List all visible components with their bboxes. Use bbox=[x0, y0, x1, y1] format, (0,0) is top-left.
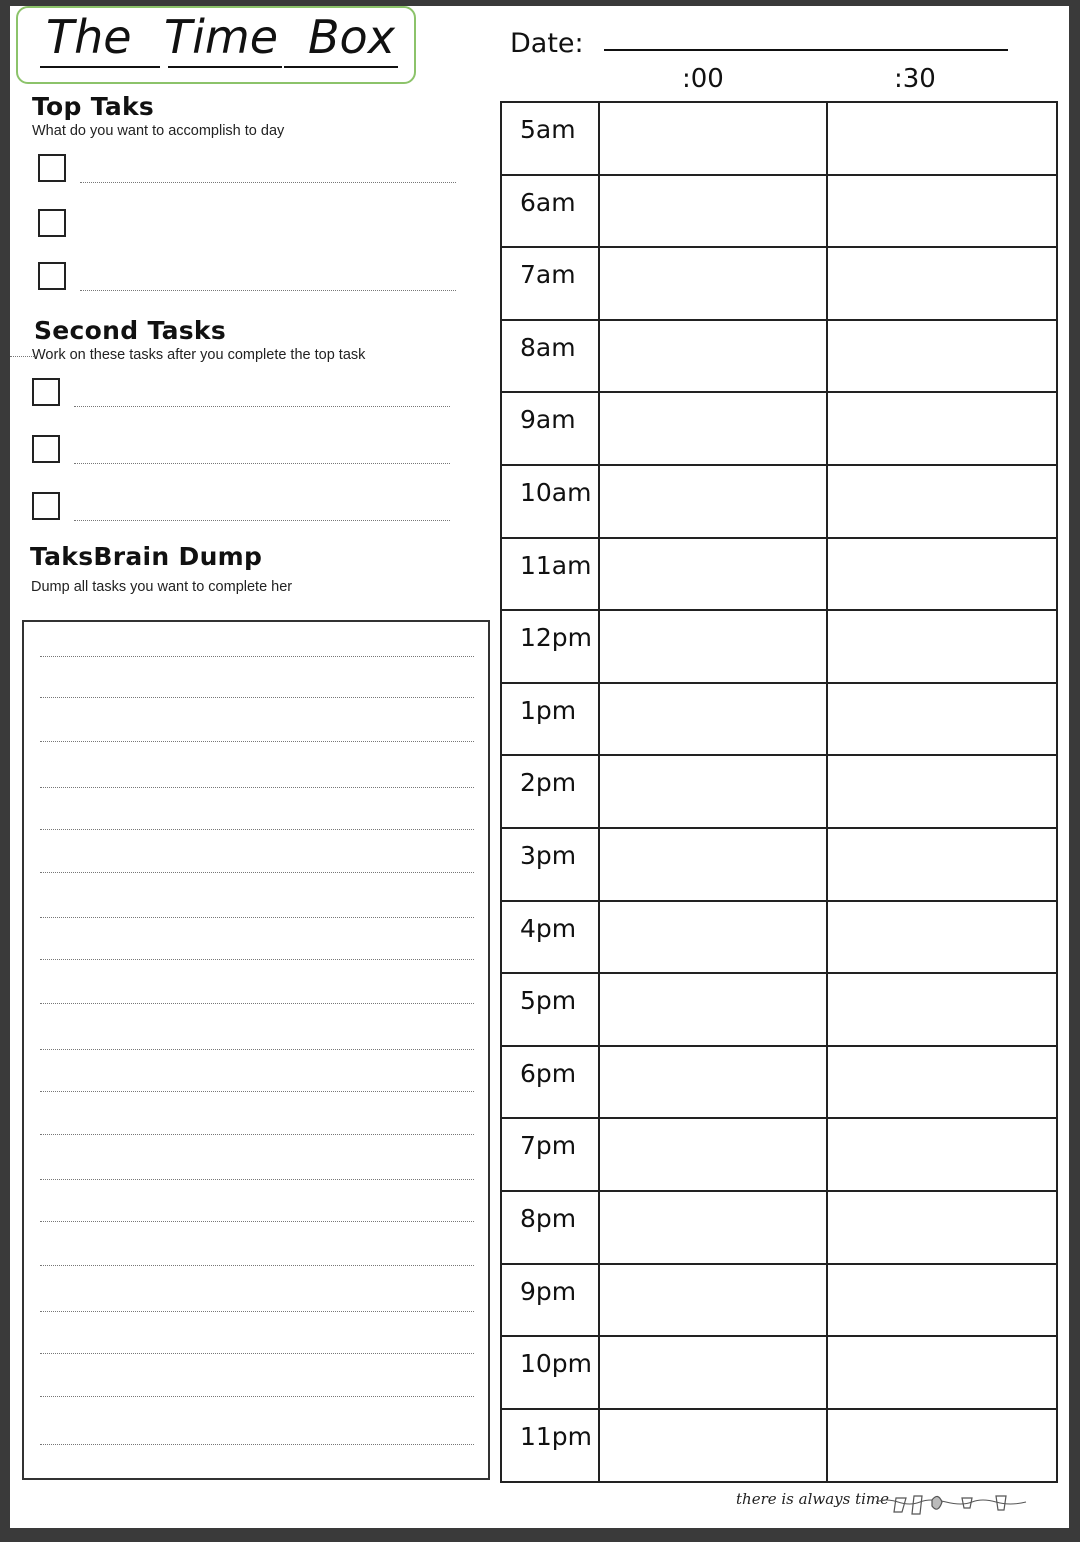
hour-row bbox=[502, 1047, 1056, 1120]
dump-line bbox=[40, 1179, 474, 1180]
title-word-box: Box bbox=[308, 10, 395, 64]
slot-00[interactable] bbox=[600, 1047, 828, 1118]
slot-00[interactable] bbox=[600, 176, 828, 247]
brain-dump-subtitle: Dump all tasks you want to complete her bbox=[31, 579, 293, 595]
dump-line bbox=[40, 1311, 474, 1312]
second-task-line-3[interactable] bbox=[74, 520, 450, 521]
hour-label: 6am bbox=[502, 176, 600, 247]
hour-row bbox=[502, 1119, 1056, 1192]
dump-line bbox=[40, 1396, 474, 1397]
dump-line bbox=[40, 917, 474, 918]
title-underline-box bbox=[284, 66, 398, 68]
dump-line bbox=[40, 1134, 474, 1135]
hour-label: 11am bbox=[502, 539, 600, 610]
slot-00[interactable] bbox=[600, 248, 828, 319]
hour-row bbox=[502, 176, 1056, 249]
top-tasks-subtitle: What do you want to accomplish to day bbox=[32, 123, 285, 139]
slot-30[interactable] bbox=[828, 248, 1056, 319]
hour-row bbox=[502, 974, 1056, 1047]
slot-00[interactable] bbox=[600, 321, 828, 392]
hour-label: 2pm bbox=[502, 756, 600, 827]
hour-row bbox=[502, 1265, 1056, 1338]
second-task-line-2[interactable] bbox=[74, 463, 450, 464]
slot-00[interactable] bbox=[600, 1119, 828, 1190]
dump-line bbox=[40, 872, 474, 873]
slot-30[interactable] bbox=[828, 1047, 1056, 1118]
hour-row bbox=[502, 393, 1056, 466]
hour-label: 7am bbox=[502, 248, 600, 319]
dump-line bbox=[40, 829, 474, 830]
hour-label: 10am bbox=[502, 466, 600, 537]
second-task-line-1[interactable] bbox=[74, 406, 450, 407]
slot-30[interactable] bbox=[828, 974, 1056, 1045]
hour-row bbox=[502, 248, 1056, 321]
title-word-the: The bbox=[46, 10, 132, 64]
hour-row bbox=[502, 1410, 1056, 1483]
second-task-checkbox-3[interactable] bbox=[32, 492, 60, 520]
slot-30[interactable] bbox=[828, 1119, 1056, 1190]
slot-00[interactable] bbox=[600, 1410, 828, 1483]
dump-line bbox=[40, 1444, 474, 1445]
slot-30[interactable] bbox=[828, 829, 1056, 900]
hour-row bbox=[502, 321, 1056, 394]
top-task-checkbox-3[interactable] bbox=[38, 262, 66, 290]
slot-00[interactable] bbox=[600, 974, 828, 1045]
hour-row bbox=[502, 1337, 1056, 1410]
hour-label: 10pm bbox=[502, 1337, 600, 1408]
slot-30[interactable] bbox=[828, 1265, 1056, 1336]
slot-00[interactable] bbox=[600, 466, 828, 537]
title-underline-time bbox=[168, 66, 282, 68]
slot-30[interactable] bbox=[828, 1337, 1056, 1408]
hour-label: 1pm bbox=[502, 684, 600, 755]
slot-30[interactable] bbox=[828, 611, 1056, 682]
second-task-checkbox-2[interactable] bbox=[32, 435, 60, 463]
top-task-checkbox-2[interactable] bbox=[38, 209, 66, 237]
top-task-line-3[interactable] bbox=[80, 290, 456, 291]
dump-line bbox=[40, 1091, 474, 1092]
hour-label: 8am bbox=[502, 321, 600, 392]
dump-line bbox=[40, 959, 474, 960]
second-tasks-lead-line bbox=[10, 356, 36, 357]
column-header-30: :30 bbox=[894, 64, 936, 94]
hour-label: 8pm bbox=[502, 1192, 600, 1263]
dump-line bbox=[40, 1353, 474, 1354]
dump-line bbox=[40, 1265, 474, 1266]
second-task-checkbox-1[interactable] bbox=[32, 378, 60, 406]
slot-30[interactable] bbox=[828, 466, 1056, 537]
hour-row bbox=[502, 756, 1056, 829]
hour-row bbox=[502, 684, 1056, 757]
hour-row bbox=[502, 902, 1056, 975]
slot-00[interactable] bbox=[600, 103, 828, 174]
slot-30[interactable] bbox=[828, 1410, 1056, 1483]
hour-label: 6pm bbox=[502, 1047, 600, 1118]
slot-00[interactable] bbox=[600, 1337, 828, 1408]
dump-line bbox=[40, 697, 474, 698]
planner-sheet bbox=[10, 6, 1069, 1528]
slot-30[interactable] bbox=[828, 321, 1056, 392]
footer-tagline: there is always time bbox=[736, 1490, 890, 1508]
slot-00[interactable] bbox=[600, 539, 828, 610]
top-task-checkbox-1[interactable] bbox=[38, 154, 66, 182]
slot-00[interactable] bbox=[600, 902, 828, 973]
hour-label: 9am bbox=[502, 393, 600, 464]
hour-row bbox=[502, 829, 1056, 902]
brain-dump-heading: TaksBrain Dump bbox=[30, 542, 263, 571]
slot-00[interactable] bbox=[600, 393, 828, 464]
dump-line bbox=[40, 741, 474, 742]
title-word-time: Time bbox=[164, 10, 278, 64]
dump-line bbox=[40, 656, 474, 657]
slot-30[interactable] bbox=[828, 539, 1056, 610]
hour-row bbox=[502, 1192, 1056, 1265]
hour-row bbox=[502, 103, 1056, 176]
dump-line bbox=[40, 787, 474, 788]
slot-30[interactable] bbox=[828, 902, 1056, 973]
hour-label: 12pm bbox=[502, 611, 600, 682]
slot-30[interactable] bbox=[828, 393, 1056, 464]
hour-label: 7pm bbox=[502, 1119, 600, 1190]
footer-doodle-icon bbox=[876, 1490, 1036, 1522]
slot-30[interactable] bbox=[828, 756, 1056, 827]
brain-dump-box[interactable] bbox=[22, 620, 490, 1480]
dump-line bbox=[40, 1003, 474, 1004]
date-field[interactable] bbox=[604, 49, 1008, 51]
slot-00[interactable] bbox=[600, 1265, 828, 1336]
slot-30[interactable] bbox=[828, 103, 1056, 174]
hour-label: 11pm bbox=[502, 1410, 600, 1483]
hour-label: 5am bbox=[502, 103, 600, 174]
top-task-line-1[interactable] bbox=[80, 182, 456, 183]
slot-30[interactable] bbox=[828, 684, 1056, 755]
hour-row bbox=[502, 539, 1056, 612]
second-tasks-heading: Second Tasks bbox=[34, 316, 227, 345]
dump-line bbox=[40, 1049, 474, 1050]
hour-label: 9pm bbox=[502, 1265, 600, 1336]
hour-label: 5pm bbox=[502, 974, 600, 1045]
schedule-grid bbox=[500, 101, 1058, 1483]
slot-00[interactable] bbox=[600, 829, 828, 900]
slot-00[interactable] bbox=[600, 611, 828, 682]
hour-label: 4pm bbox=[502, 902, 600, 973]
second-tasks-subtitle: Work on these tasks after you complete the top task bbox=[32, 347, 366, 363]
slot-00[interactable] bbox=[600, 1192, 828, 1263]
top-tasks-heading: Top Taks bbox=[32, 92, 155, 121]
slot-30[interactable] bbox=[828, 176, 1056, 247]
slot-00[interactable] bbox=[600, 684, 828, 755]
slot-30[interactable] bbox=[828, 1192, 1056, 1263]
date-label: Date: bbox=[510, 28, 584, 59]
slot-00[interactable] bbox=[600, 756, 828, 827]
title-underline-the bbox=[40, 66, 160, 68]
title-box bbox=[16, 6, 416, 84]
hour-label: 3pm bbox=[502, 829, 600, 900]
dump-line bbox=[40, 1221, 474, 1222]
hour-row bbox=[502, 611, 1056, 684]
hour-row bbox=[502, 466, 1056, 539]
column-header-00: :00 bbox=[682, 64, 724, 94]
